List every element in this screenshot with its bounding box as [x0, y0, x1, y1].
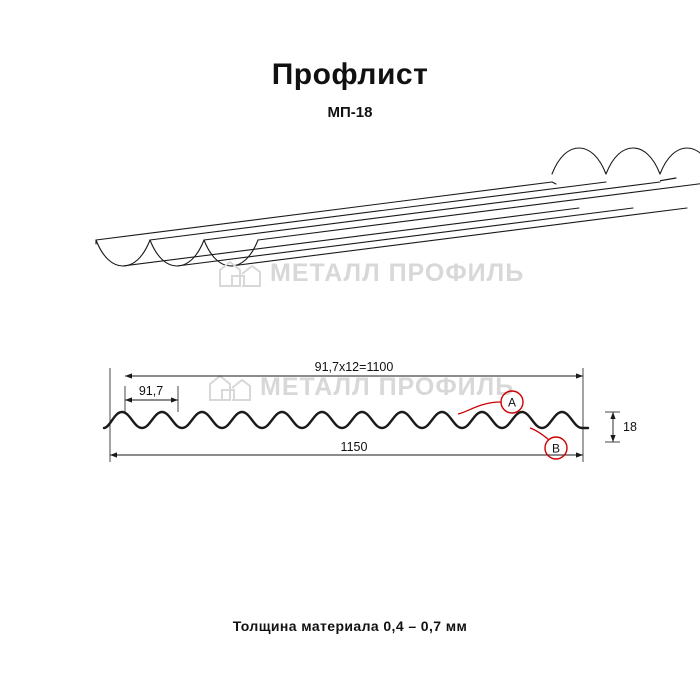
dim-total-width-label: 1150	[340, 440, 368, 454]
dim-line-pitch	[125, 397, 178, 402]
callout-b	[530, 428, 567, 459]
product-model: МП-18	[327, 104, 373, 121]
dim-line-working-width	[125, 373, 583, 378]
watermark-text: МЕТАЛЛ ПРОФИЛЬ	[260, 372, 515, 401]
callout-a-label: A	[507, 395, 517, 410]
dim-line-height	[610, 412, 615, 442]
dim-height-label: 18	[623, 420, 637, 434]
watermark-text: МЕТАЛЛ ПРОФИЛЬ	[270, 258, 525, 287]
material-thickness-note: Толщина материала 0,4 – 0,7 мм	[232, 618, 468, 634]
dim-working-width-label: 91,7х12=1100	[314, 360, 394, 374]
page-title: Профлист	[271, 58, 429, 91]
profile-cross-section	[104, 412, 588, 428]
callout-a	[458, 391, 523, 414]
dim-pitch-label: 91,7	[138, 384, 164, 398]
section-view	[60, 350, 660, 480]
callout-b-label: B	[551, 441, 561, 456]
isometric-view	[60, 140, 660, 310]
